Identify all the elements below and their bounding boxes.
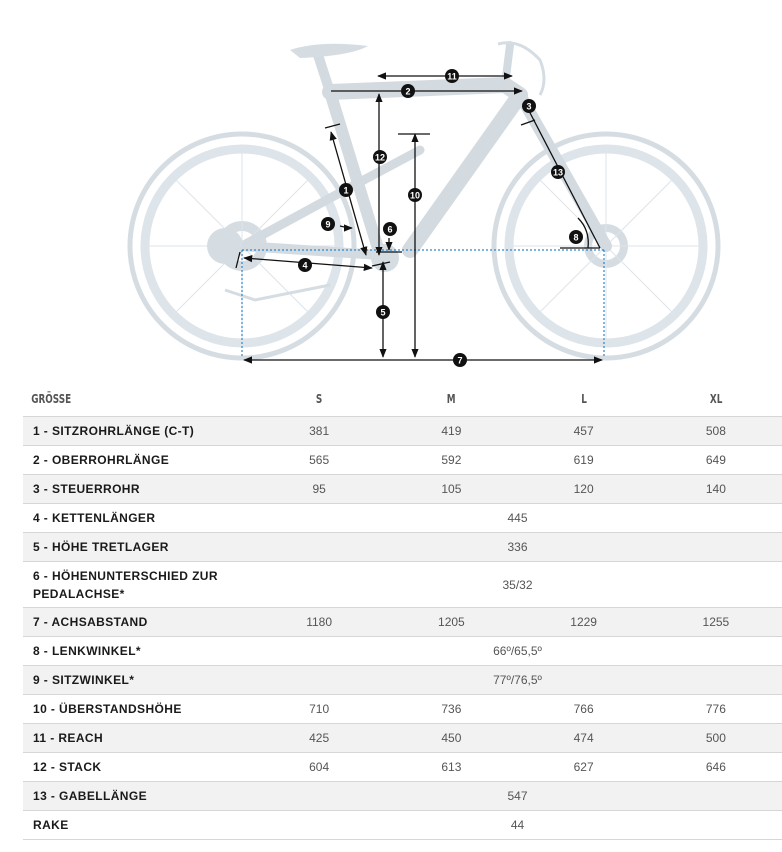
row-label: 5 - HÖHE TRETLAGER — [23, 533, 253, 562]
marker-3 — [522, 99, 536, 113]
cell-value: 419 — [385, 417, 517, 446]
row-label: 2 - OBERROHRLÄNGE — [23, 446, 253, 475]
bike-geometry-diagram — [0, 0, 782, 378]
cell-value: 646 — [650, 753, 782, 782]
table-row — [23, 811, 782, 840]
svg-text:9: 9 — [325, 219, 331, 230]
table-row — [23, 724, 782, 753]
cell-value: 450 — [385, 724, 517, 753]
cell-value: 120 — [518, 475, 650, 504]
cell-value-all-sizes: 77º/76,5º — [253, 666, 782, 695]
table-row — [23, 533, 782, 562]
marker-10 — [408, 188, 422, 202]
cell-value: 649 — [650, 446, 782, 475]
row-label: 7 - ACHSABSTAND — [23, 608, 253, 637]
marker-11 — [445, 69, 459, 83]
marker-1 — [339, 183, 353, 197]
cell-value: 95 — [253, 475, 385, 504]
marker-7 — [453, 353, 467, 367]
cell-value: 776 — [650, 695, 782, 724]
cell-value: 736 — [385, 695, 517, 724]
marker-9 — [321, 217, 335, 231]
header-size: GRÖSSE — [23, 382, 212, 417]
row-label: 11 - REACH — [23, 724, 253, 753]
marker-13 — [551, 165, 565, 179]
cell-value-all-sizes: 547 — [253, 782, 782, 811]
cell-value: 627 — [518, 753, 650, 782]
svg-text:7: 7 — [457, 355, 463, 366]
svg-text:12: 12 — [374, 152, 386, 163]
cell-value: 1205 — [385, 608, 517, 637]
cell-value-all-sizes: 336 — [253, 533, 782, 562]
svg-text:3: 3 — [526, 101, 532, 112]
table-header-row — [23, 382, 782, 417]
cell-value: 140 — [650, 475, 782, 504]
marker-4 — [298, 258, 312, 272]
header-m: M — [397, 382, 505, 417]
row-label: 9 - SITZWINKEL* — [23, 666, 253, 695]
cell-value: 604 — [253, 753, 385, 782]
cell-value: 500 — [650, 724, 782, 753]
svg-text:2: 2 — [405, 86, 411, 97]
row-label: 1 - SITZROHRLÄNGE (C-T) — [23, 417, 253, 446]
cell-value-all-sizes: 44 — [253, 811, 782, 840]
cell-value: 105 — [385, 475, 517, 504]
cell-value: 613 — [385, 753, 517, 782]
table-row — [23, 475, 782, 504]
geometry-table — [23, 382, 782, 840]
table-row — [23, 753, 782, 782]
svg-text:6: 6 — [387, 224, 393, 235]
marker-6 — [383, 222, 397, 236]
table-row — [23, 446, 782, 475]
cell-value-all-sizes: 445 — [253, 504, 782, 533]
cell-value: 425 — [253, 724, 385, 753]
table-row — [23, 608, 782, 637]
row-label: 6 - HÖHENUNTERSCHIED ZUR PEDALACHSE* — [23, 562, 253, 608]
table-row — [23, 666, 782, 695]
row-label: 8 - LENKWINKEL* — [23, 637, 253, 666]
row-label: 13 - GABELLÄNGE — [23, 782, 253, 811]
svg-text:1: 1 — [343, 185, 349, 196]
cell-value: 508 — [650, 417, 782, 446]
row-label: 4 - KETTENLÄNGER — [23, 504, 253, 533]
row-label: RAKE — [23, 811, 253, 840]
cell-value: 565 — [253, 446, 385, 475]
svg-text:4: 4 — [302, 260, 308, 271]
marker-2 — [401, 84, 415, 98]
cell-value: 1255 — [650, 608, 782, 637]
header-l: L — [529, 382, 637, 417]
cell-value-all-sizes: 35/32 — [253, 562, 782, 608]
svg-text:10: 10 — [409, 190, 421, 201]
table-row — [23, 562, 782, 608]
table-row — [23, 504, 782, 533]
cell-value-all-sizes: 66º/65,5º — [253, 637, 782, 666]
table-row — [23, 637, 782, 666]
cell-value: 766 — [518, 695, 650, 724]
svg-text:13: 13 — [552, 167, 564, 178]
header-xl: XL — [662, 382, 770, 417]
svg-text:11: 11 — [447, 71, 457, 82]
marker-5 — [376, 305, 390, 319]
marker-12 — [373, 150, 387, 164]
row-label: 3 - STEUERROHR — [23, 475, 253, 504]
cell-value: 710 — [253, 695, 385, 724]
cell-value: 1180 — [253, 608, 385, 637]
table-row — [23, 417, 782, 446]
row-label: 10 - ÜBERSTANDSHÖHE — [23, 695, 253, 724]
table-row — [23, 782, 782, 811]
bike-silhouette — [130, 43, 718, 358]
cell-value: 457 — [518, 417, 650, 446]
row-label: 12 - STACK — [23, 753, 253, 782]
table-row — [23, 695, 782, 724]
svg-text:5: 5 — [380, 307, 386, 318]
table-body — [23, 417, 782, 840]
marker-8 — [569, 230, 583, 244]
cell-value: 474 — [518, 724, 650, 753]
cell-value: 592 — [385, 446, 517, 475]
cell-value: 381 — [253, 417, 385, 446]
svg-text:8: 8 — [573, 232, 579, 243]
header-s: S — [265, 382, 373, 417]
cell-value: 619 — [518, 446, 650, 475]
cell-value: 1229 — [518, 608, 650, 637]
